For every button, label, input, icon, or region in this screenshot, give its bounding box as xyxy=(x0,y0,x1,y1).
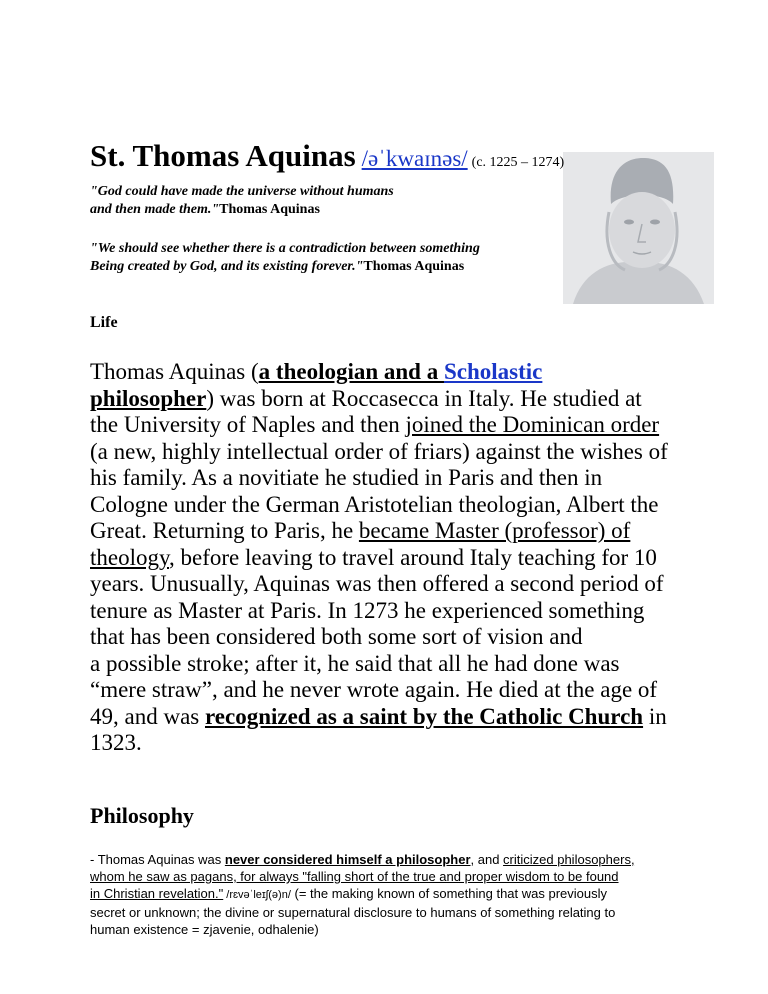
life-underlined: became Master (professor) of xyxy=(358,518,631,543)
quote-2-line-2: Being created by God, and its existing forever." xyxy=(90,259,364,274)
scholastic-link[interactable]: Scholastic xyxy=(443,359,543,384)
life-text: Great. Returning to Paris, he xyxy=(90,518,359,543)
quote-2-line-1: "We should see whether there is a contradiction between something xyxy=(90,241,480,256)
philosophy-text: human existence = zjavenie, odhalenie) xyxy=(90,922,319,937)
philosophy-text: secret or unknown; the divine or supernatural disclosure to humans of something relating to xyxy=(90,905,616,920)
life-text: Thomas Aquinas ( xyxy=(90,359,259,384)
life-text: years. Unusually, Aquinas was then offered a second period of xyxy=(90,571,664,596)
page-title: St. Thomas Aquinas xyxy=(90,138,356,173)
philosophy-text: - Thomas Aquinas was xyxy=(90,852,225,867)
philosophy-underlined: in Christian revelation." xyxy=(90,886,224,901)
life-text: in xyxy=(643,703,667,729)
life-text: , before leaving to travel around Italy teaching for 10 xyxy=(169,544,657,570)
philosophy-paragraph xyxy=(90,851,690,938)
life-text: 1323. xyxy=(90,730,142,755)
life-emphasis: a theologian and a xyxy=(258,359,444,384)
life-text: (a new, highly intellectual order of friars) against the wishes of xyxy=(90,438,668,464)
quote-1-line-2: and then made them." xyxy=(90,202,220,217)
life-text: that has been considered both some sort of vision and xyxy=(90,624,583,649)
life-text: 49, and was xyxy=(90,703,205,729)
life-text: the University of Naples and then xyxy=(90,412,406,437)
life-paragraph xyxy=(90,359,690,757)
philosophy-emphasis: never considered himself a philosopher xyxy=(224,852,471,867)
life-text: ) was born at Roccasecca in Italy. He studied at xyxy=(206,385,642,411)
life-text: tenure as Master at Paris. In 1273 he experienced something xyxy=(90,597,645,623)
life-heading: Life xyxy=(90,314,118,331)
philosophy-text: (= the making known of something that was previously xyxy=(290,886,608,901)
life-emphasis: philosopher xyxy=(90,385,207,411)
portrait-drawing xyxy=(563,152,714,304)
life-dates: (c. 1225 – 1274) xyxy=(471,155,565,170)
quote-1-author: Thomas Aquinas xyxy=(219,202,320,217)
quote-1 xyxy=(90,183,394,219)
quote-2 xyxy=(90,240,480,276)
philosophy-text: , and xyxy=(470,852,504,867)
portrait-image xyxy=(563,152,714,304)
quote-1-line-1: "God could have made the universe without humans xyxy=(90,184,394,199)
philosophy-underlined: criticized philosophers, xyxy=(503,852,635,867)
life-text: a possible stroke; after it, he said that all he had done was xyxy=(90,650,620,676)
philosophy-underlined: whom he saw as pagans, for always "falling short of the true and proper wisdom to be found xyxy=(90,869,619,884)
pronunciation-link[interactable]: /əˈkwaɪnəs/ xyxy=(361,146,468,171)
life-emphasis: recognized as a saint by the Catholic Church xyxy=(204,703,644,729)
life-underlined: theology xyxy=(90,544,169,570)
life-text: Cologne under the German Aristotelian theologian, Albert the xyxy=(90,491,659,517)
page-title-row xyxy=(90,138,564,174)
life-underlined: joined the Dominican order xyxy=(405,412,660,437)
quote-2-author: Thomas Aquinas xyxy=(363,259,465,274)
life-text: his family. As a novitiate he studied in Paris and then in xyxy=(90,465,603,490)
revelation-pronunciation: /rɛvəˈleɪʃ(ə)n/ xyxy=(223,889,291,901)
philosophy-heading: Philosophy xyxy=(90,803,194,828)
life-text: “mere straw”, and he never wrote again. He died at the age of xyxy=(90,677,658,702)
